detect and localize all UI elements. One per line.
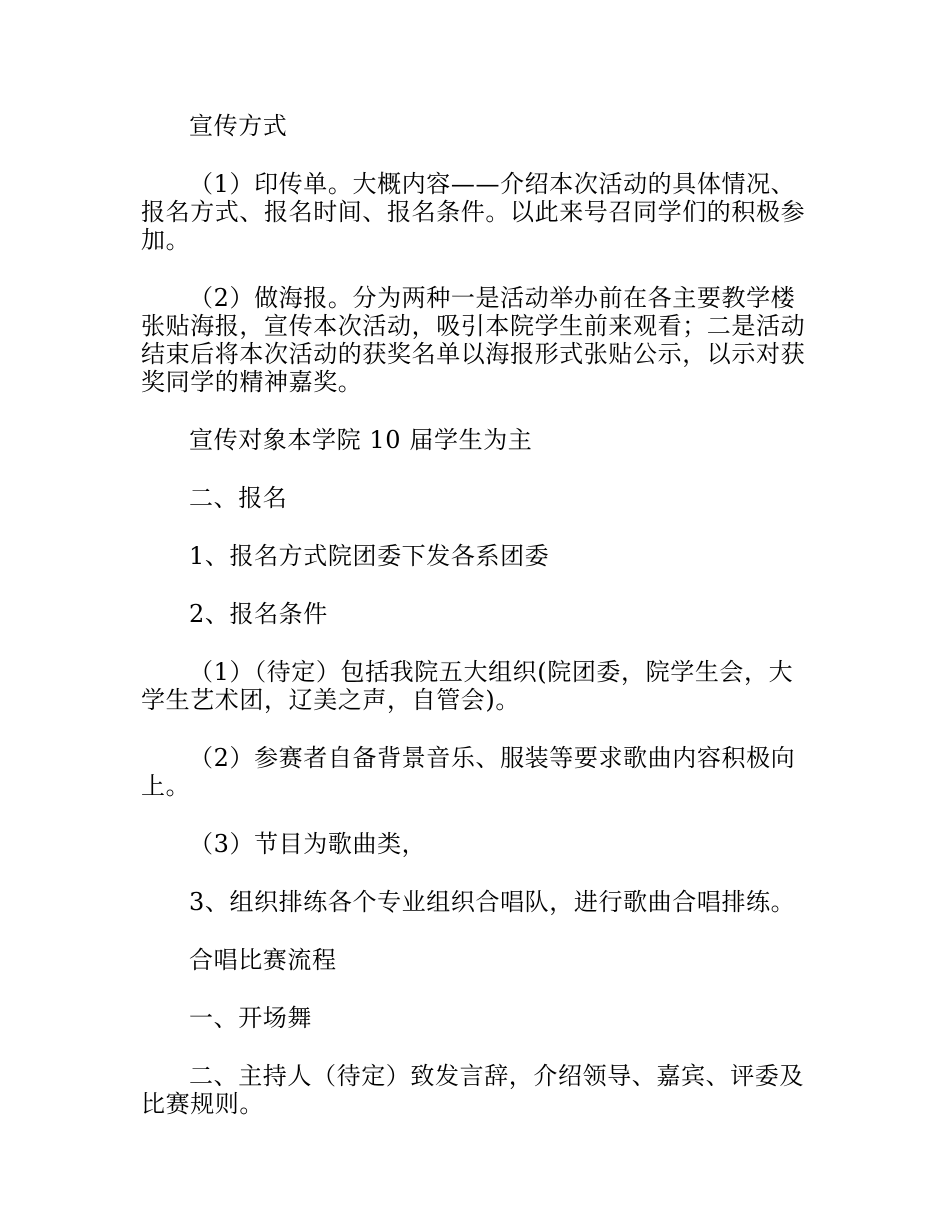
heading-registration: 二、报名 [189,484,288,512]
paragraph-opening-dance: 一、开场舞 [189,1004,312,1032]
paragraph-condition-1: （1）（待定）包括我院五大组织(院团委，院学生会，大学生艺术团，辽美之声，自管会)。 [141,658,794,714]
document-body [141,112,813,1148]
paragraph-flyers: （1）印传单。大概内容——介绍本次活动的具体情况、报名方式、报名时间、报名条件。以此来号召同学们的积极参加。 [141,170,806,254]
paragraph-rehearsal: 3、组织排练各个专业组织合唱队，进行歌曲合唱排练。 [189,888,796,916]
heading-publicity-method: 宣传方式 [189,112,288,140]
paragraph-target-audience: 宣传对象本学院 10 届学生为主 [189,426,533,454]
paragraph-registration-conditions: 2、报名条件 [189,600,328,628]
paragraph-host-speech: 二、主持人（待定）致发言辞，介绍领导、嘉宾、评委及比赛规则。 [141,1062,804,1118]
paragraph-condition-3: （3）节目为歌曲类， [189,830,427,858]
heading-contest-flow: 合唱比赛流程 [189,946,337,974]
paragraph-condition-2: （2）参赛者自备背景音乐、服装等要求歌曲内容积极向上。 [141,744,796,800]
paragraph-registration-method: 1、报名方式院团委下发各系团委 [189,542,550,570]
paragraph-posters: （2）做海报。分为两种一是活动举办前在各主要教学楼张贴海报，宣传本次活动，吸引本院学生前来观看；二是活动结束后将本次活动的获奖名单以海报形式张贴公示，以示对获奖同学的精神嘉奖。 [141,284,806,396]
